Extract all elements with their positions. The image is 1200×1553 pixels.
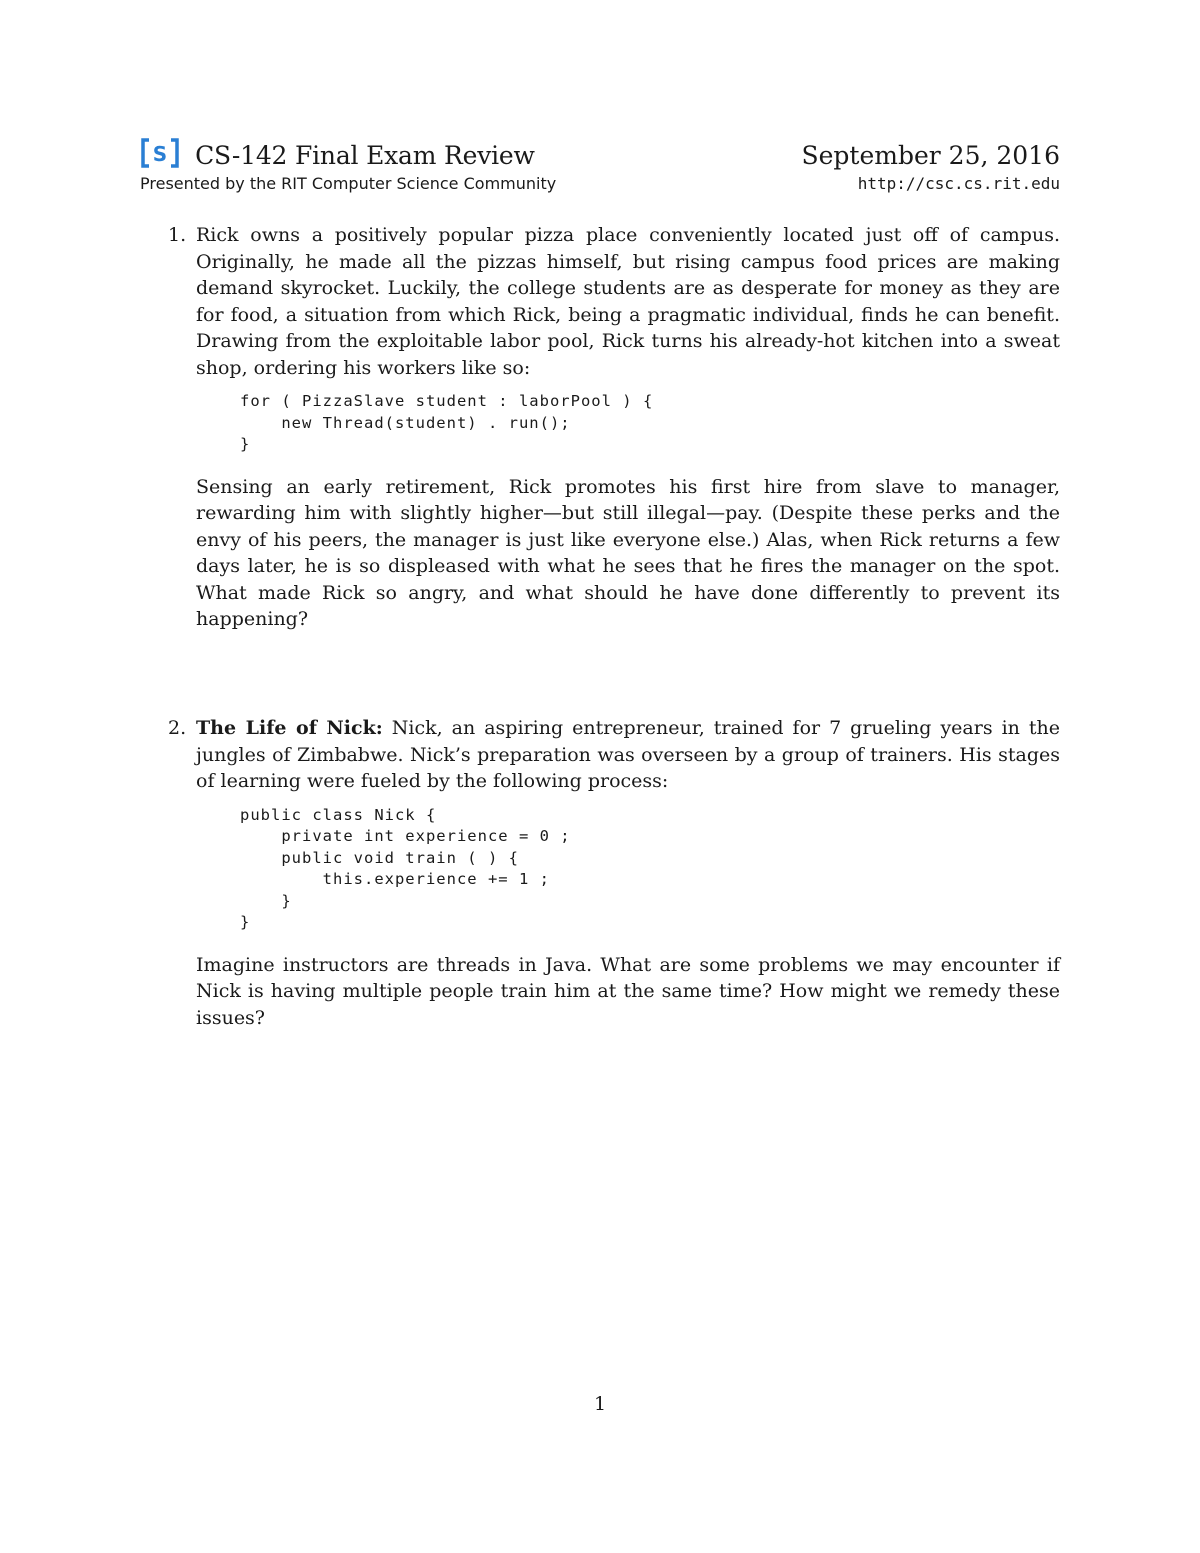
problem-intro: Rick owns a positively popular pizza place conveniently located just off of campus. Originally, he made all the pizzas himself, but rising campus food prices are making demand skyrocket. Luckily, the college students are as desperate for money as they are for food, a situation from which Rick, being a pragmatic individual, finds he can benefit. Drawing from the exploitable labor pool, Rick turns his already-hot kitchen into a sweat shop, ordering his workers like so:	[196, 224, 1060, 379]
problem-question: Sensing an early retirement, Rick promotes his first hire from slave to manager, rewarding him with slightly higher—but still illegal—pay. (Despite these perks and the envy of his peers, the manager is just like everyone else.) Alas, when Rick returns a few days later, he is so displeased with what he sees that he fires the manager on the spot. What made Rick so angry, and what should he have done differently to prevent its happening?	[196, 475, 1060, 630]
csc-logo-icon	[140, 138, 180, 168]
problem-number: 1.	[168, 224, 187, 246]
header-bottom-row	[140, 174, 1060, 193]
problem-intro	[196, 715, 1060, 795]
header-top-row	[140, 138, 1060, 170]
problem-lead: The Life of Nick:	[196, 717, 383, 739]
page-title: CS-142 Final Exam Review	[195, 141, 535, 170]
problem-question: Imagine instructors are threads in Java. What are some problems we may encounter if Nick is having multiple people train him at the same time? How might we remedy these issues?	[196, 953, 1060, 1029]
header-left	[140, 138, 535, 170]
page-number: 1	[593, 1393, 607, 1415]
logo-letter: S	[152, 142, 168, 166]
code-block: for ( PizzaSlave student : laborPool ) { new Thread(student) . run(); }	[240, 392, 654, 453]
code-block: public class Nick { private int experience = 0 ; public void train ( ) { this.experience += 1 ; } }	[240, 805, 571, 931]
website-url[interactable]: http://csc.cs.rit.edu	[857, 174, 1060, 193]
problem-1	[168, 222, 1060, 633]
exam-date: September 25, 2016	[801, 141, 1060, 170]
problem-number: 2.	[168, 717, 187, 739]
presented-by: Presented by the RIT Computer Science Community	[140, 174, 557, 193]
problem-intro-text: Nick, an aspiring entrepreneur, trained for 7 grueling years in the jungles of Zimbabwe. Nick’s preparation was overseen by a group of trainers. His stages of learning were fueled by the following process:	[196, 717, 1061, 792]
problem-2	[168, 715, 1060, 1031]
